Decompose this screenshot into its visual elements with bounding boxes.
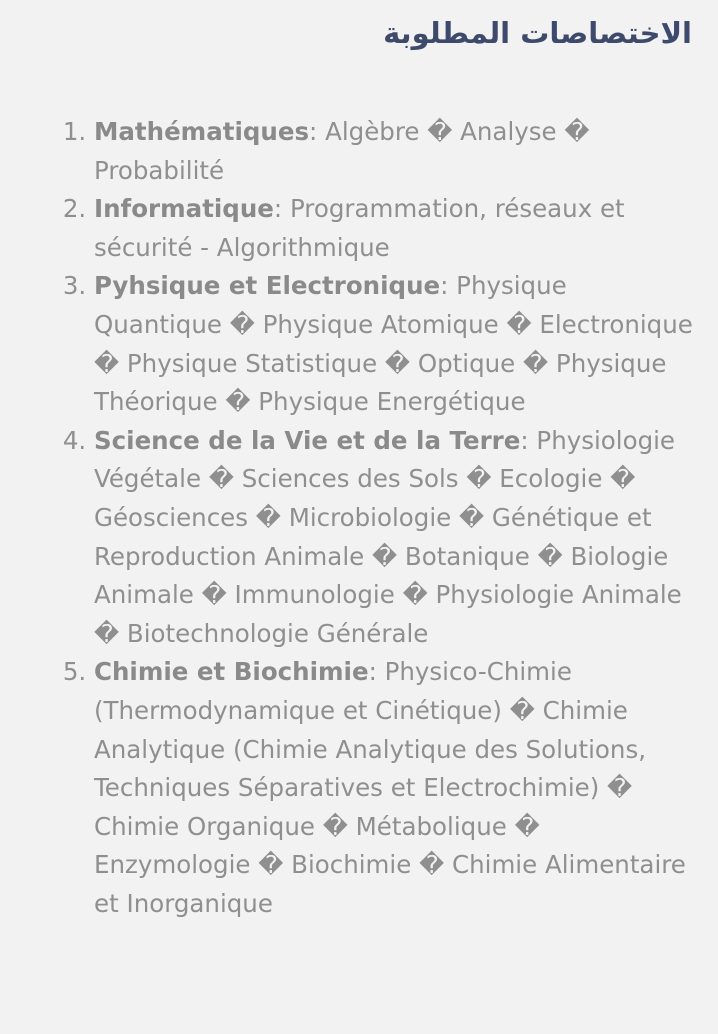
- specialization-name: Science de la Vie et de la Terre: [94, 425, 521, 455]
- list-item: [94, 190, 700, 267]
- specialization-detail: : Physiologie Végétale � Sciences des Sols � Ecologie � Géosciences � Microbiologie � Génétique et Reproduction Animale � Botanique � Biologie Animale � Immunologie � Physiologie Animale � Biotechnologie Générale: [94, 425, 682, 648]
- specialization-detail: : Physique Quantique � Physique Atomique � Electronique � Physique Statistique � Optique � Physique Théorique � Physique Energétique: [94, 271, 693, 417]
- specialization-name: Mathématiques: [94, 117, 310, 146]
- specialization-name: Chimie et Biochimie: [94, 657, 369, 687]
- specializations-list: [0, 113, 700, 923]
- specialization-detail: : Physico-Chimie (Thermodynamique et Cinétique) � Chimie Analytique (Chimie Analytique des Solutions, Techniques Séparatives et Electrochimie) � Chimie Organique � Métabolique � Enzymologie � Biochimie � Chimie Alimentaire et Inorganique: [94, 657, 686, 918]
- specialization-name: Informatique: [94, 194, 274, 224]
- specialization-detail: : Programmation, réseaux et sécurité - Algorithmique: [94, 194, 625, 262]
- list-item: [94, 267, 700, 421]
- list-item: [94, 422, 700, 654]
- list-item: [94, 113, 700, 190]
- specialization-detail: : Algèbre � Analyse � Probabilité: [94, 117, 590, 185]
- list-item: [94, 653, 700, 923]
- section-heading: الاختصاصات المطلوبة: [383, 16, 692, 50]
- specialization-name: Pyhsique et Electronique: [94, 271, 441, 301]
